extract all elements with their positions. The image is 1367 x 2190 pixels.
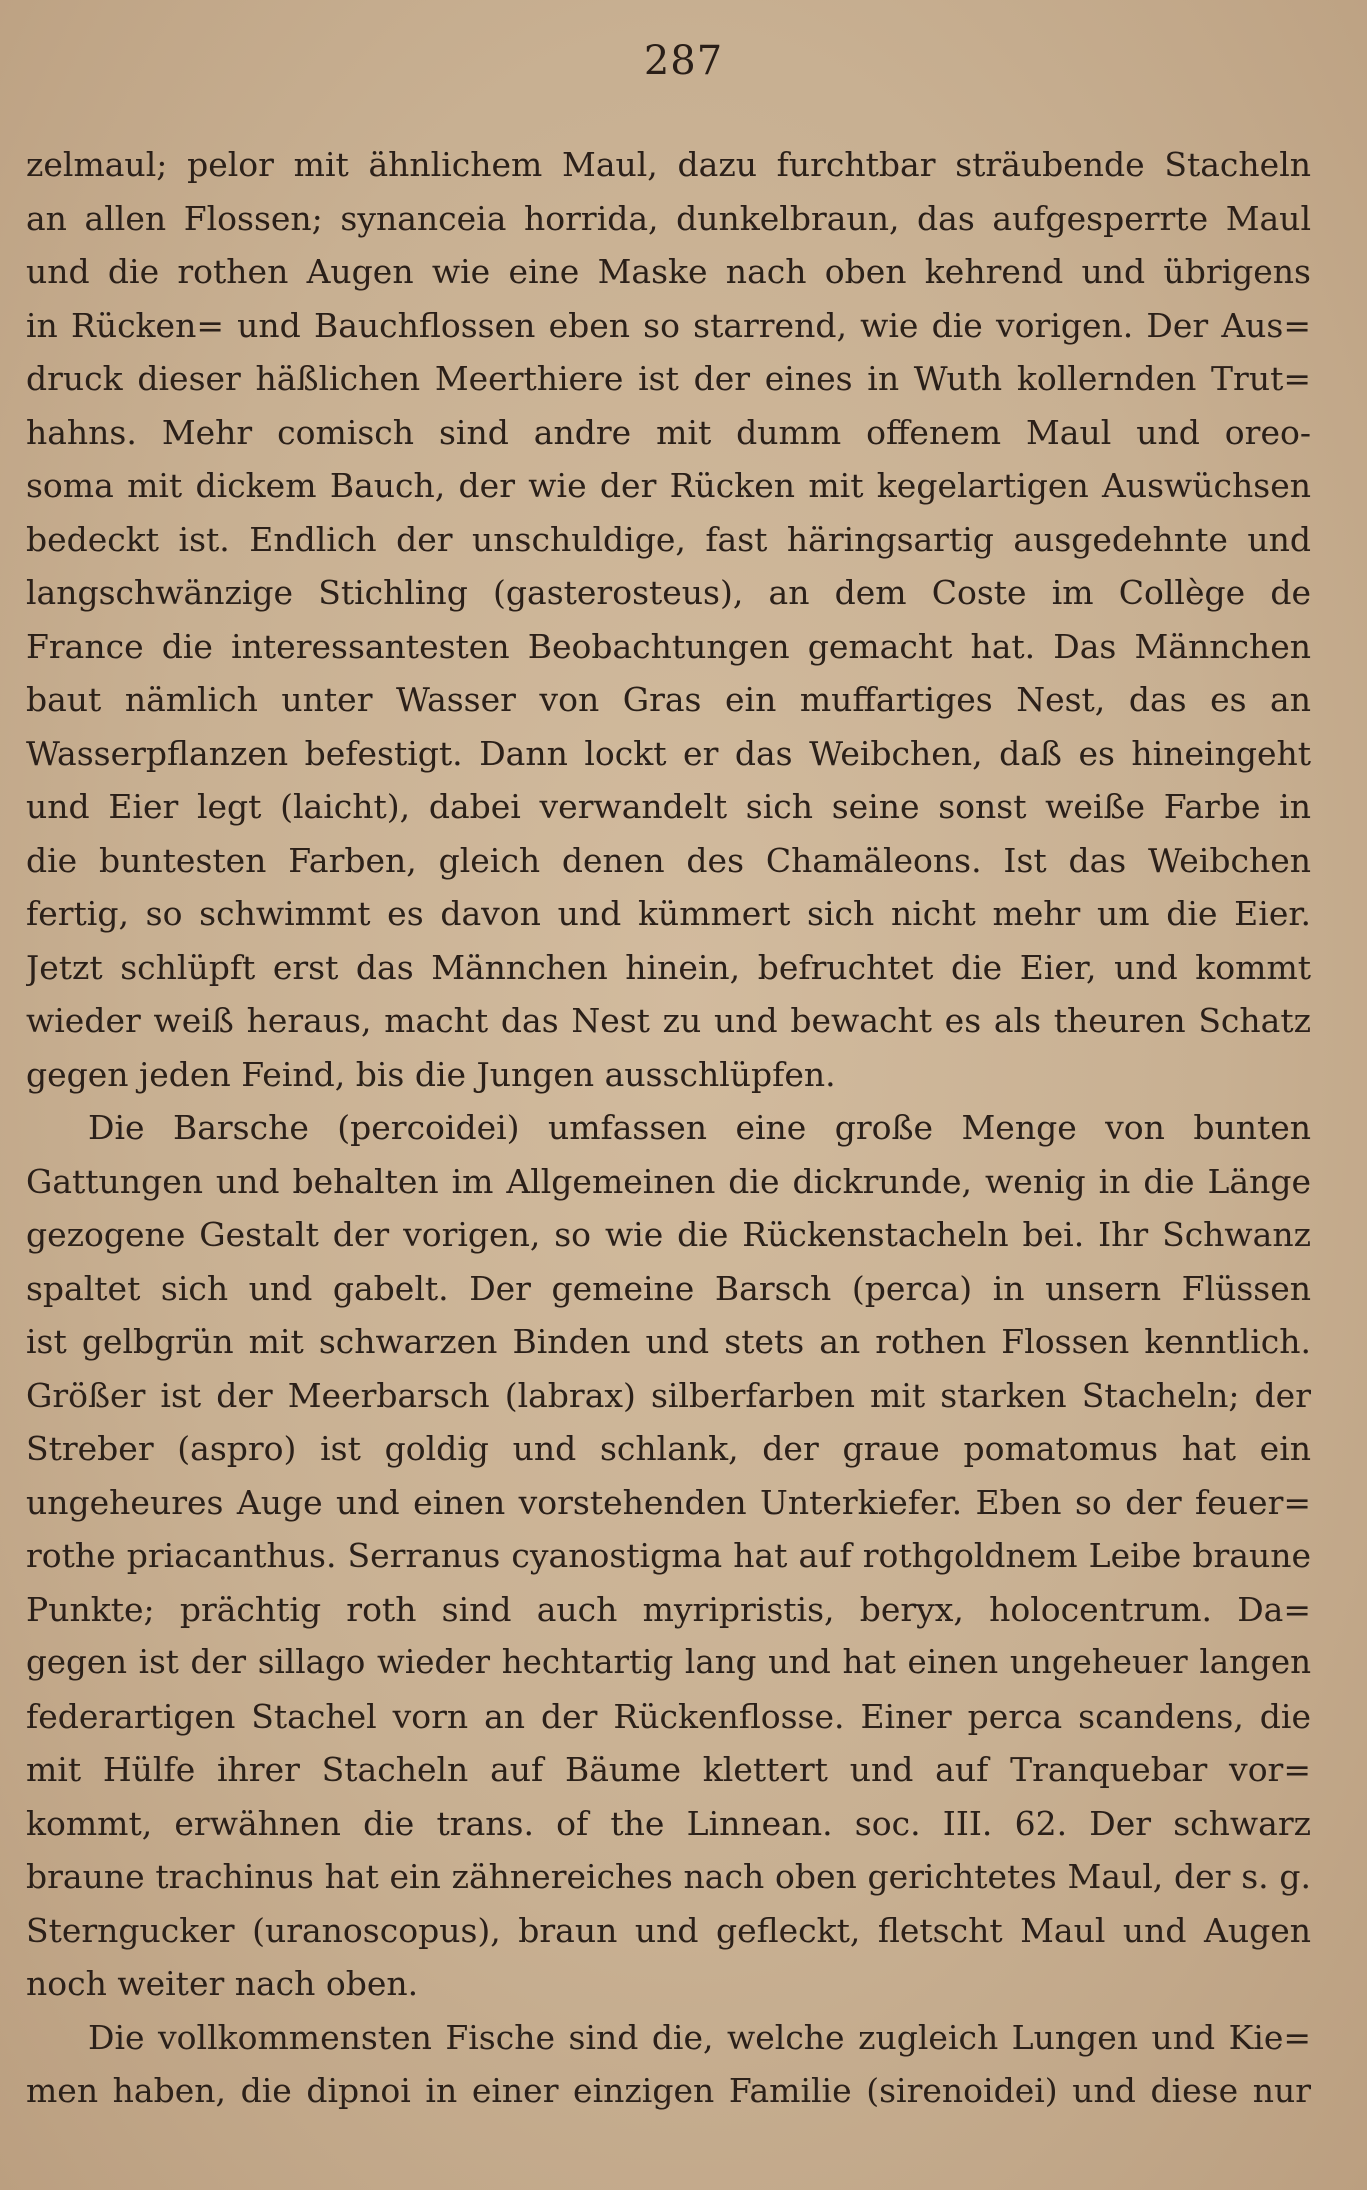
text-line: ist gelbgrün mit schwarzen Binden und stets an rothen Flossen kenntlich. <box>26 1322 1311 1361</box>
text-line: Jetzt schlüpft erst das Männchen hinein, befruchtet die Eier, und kommt <box>26 947 1311 987</box>
body-text <box>26 138 1311 2118</box>
text-line: Größer ist der Meerbarsch (labrax) silberfarben mit starken Stacheln; der <box>26 1375 1311 1415</box>
text-line: bedeckt ist. Endlich der unschuldige, fast häringsartig ausgedehnte und <box>26 519 1311 559</box>
text-line: langschwänzige Stichling (gasterosteus), an dem Coste im Collège de <box>26 573 1311 612</box>
text-line: baut nämlich unter Wasser von Gras ein muffartiges Nest, das es an <box>26 680 1311 719</box>
text-line: Gattungen und behalten im Allgemeinen die dickrunde, wenig in die Länge <box>26 1161 1311 1201</box>
text-line: federartigen Stachel vorn an der Rückenflosse. Einer perca scandens, die <box>26 1696 1311 1736</box>
text-line: braune trachinus hat ein zähnereiches nach oben gerichtetes Maul, der s. g. <box>26 1857 1311 1896</box>
text-line: spaltet sich und gabelt. Der gemeine Barsch (perca) in unsern Flüssen <box>26 1268 1311 1308</box>
text-line: Wasserpflanzen befestigt. Dann lockt er das Weibchen, daß es hineingeht <box>26 733 1311 773</box>
page-number: 287 <box>643 38 724 84</box>
text-line: Streber (aspro) ist goldig und schlank, der graue pomatomus hat ein <box>26 1429 1311 1468</box>
text-line: und die rothen Augen wie eine Maske nach oben kehrend und übrigens <box>26 252 1311 291</box>
text-line: men haben, die dipnoi in einer einzigen Familie (sirenoidei) und diese nur <box>26 2071 1311 2110</box>
text-line: mit Hülfe ihrer Stacheln auf Bäume klettert und auf Tranquebar vor= <box>26 1750 1311 1789</box>
text-line: gezogene Gestalt der vorigen, so wie die Rückenstacheln bei. Ihr Schwanz <box>26 1215 1311 1254</box>
text-line: druck dieser häßlichen Meerthiere ist der eines in Wuth kollernden Trut= <box>26 359 1311 398</box>
text-line: France die interessantesten Beobachtungen gemacht hat. Das Männchen <box>26 626 1311 666</box>
text-line: gegen ist der sillago wieder hechtartig lang und hat einen ungeheuer langen <box>26 1643 1311 1681</box>
text-line: soma mit dickem Bauch, der wie der Rücken mit kegelartigen Auswüchsen <box>26 466 1311 505</box>
text-line: die buntesten Farben, gleich denen des Chamäleons. Ist das Weibchen <box>26 840 1311 880</box>
paragraph-start-line: Die Barsche (percoidei) umfassen eine große Menge von bunten <box>88 1108 1311 1147</box>
paragraph-start-line: Die vollkommensten Fische sind die, welche zugleich Lungen und Kie= <box>88 2017 1311 2057</box>
text-line: Sterngucker (uranoscopus), braun und gefleckt, fletscht Maul und Augen <box>26 1910 1311 1950</box>
text-line: ungeheures Auge und einen vorstehenden Unterkiefer. Eben so der feuer= <box>26 1482 1311 1522</box>
text-line: Punkte; prächtig roth sind auch myripristis, beryx, holocentrum. Da= <box>26 1589 1311 1629</box>
paragraph-end-line: noch weiter nach oben. <box>26 1964 419 2003</box>
text-line: hahns. Mehr comisch sind andre mit dumm offenem Maul und oreo- <box>26 412 1311 452</box>
paragraph-end-line: gegen jeden Feind, bis die Jungen ausschlüpfen. <box>26 1054 836 1094</box>
text-line: in Rücken= und Bauchflossen eben so starrend, wie die vorigen. Der Aus= <box>26 305 1311 345</box>
text-line: fertig, so schwimmt es davon und kümmert sich nicht mehr um die Eier. <box>26 894 1311 933</box>
text-line: wieder weiß heraus, macht das Nest zu und bewacht es als theuren Schatz <box>26 1001 1311 1040</box>
text-line: zelmaul; pelor mit ähnlichem Maul, dazu furchtbar sträubende Stacheln <box>26 145 1311 184</box>
text-line: kommt, erwähnen die trans. of the Linnean. soc. III. 62. Der schwarz <box>26 1803 1311 1843</box>
text-line: und Eier legt (laicht), dabei verwandelt sich seine sonst weiße Farbe in <box>26 787 1311 826</box>
text-line: rothe priacanthus. Serranus cyanostigma hat auf rothgoldnem Leibe braune <box>26 1536 1311 1575</box>
text-line: an allen Flossen; synanceia horrida, dunkelbraun, das aufgesperrte Maul <box>26 198 1311 238</box>
